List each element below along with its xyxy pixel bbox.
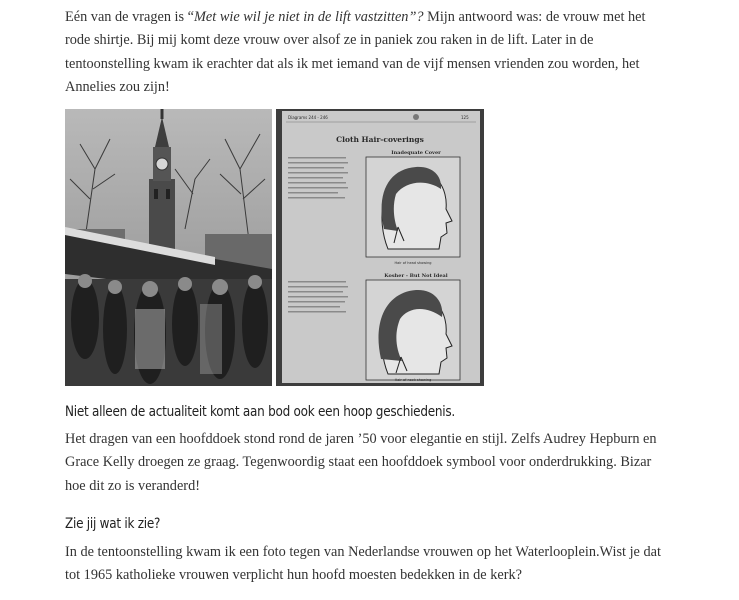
intro-text-start: Eén van de vragen is “	[65, 9, 195, 25]
panel2-label: Kosher - But Not Ideal	[384, 273, 448, 279]
book-header-left: Diagrams 244 - 246	[288, 115, 328, 120]
headscarf-paragraph: Het dragen van een hoofddoek stond rond de jaren ’50 voor elegantie en stijl. Zelfs Audrey Hepburn en Grace Kelly droegen ze graag. Tegenwoordig staat een hoofddoek symbool voor onderdrukking. Bizar hoe dit zo is veranderd!	[65, 431, 657, 494]
book-title: Cloth Hair-coverings	[336, 135, 424, 144]
book-page-photo	[276, 109, 484, 386]
image-gallery	[65, 109, 485, 386]
panel1-caption: Hair of head showing	[394, 261, 432, 265]
waterlooplein-paragraph: In de tentoonstelling kwam ik een foto tegen van Nederlandse vrouwen op het Waterlooplein.Wist je dat tot 1965 katholieke vrouwen verplicht hun hoofd moesten bedekken in de kerk?	[65, 544, 661, 584]
market-photo	[65, 109, 272, 386]
intro-quote: Met wie wil je niet in de lift vastzitten	[194, 9, 409, 25]
intro-paragraph	[65, 6, 665, 99]
intro-text-end: Mijn antwoord was: de vrouw met het rode shirtje. Bij mij komt deze vrouw over alsof ze in paniek zou raken in de lift. Later in de tentoonstelling kwam ik erachter dat als ik met iemand van de vijf mensen vrienden zou worden, het Annelies zou zijn!	[65, 9, 646, 95]
section-heading-history: Niet alleen de actualiteit komt aan bod ook een hoop geschiedenis.	[65, 404, 455, 420]
article	[65, 6, 665, 99]
section-heading-see: Zie jij wat ik zie?	[65, 516, 161, 532]
panel2-caption: Hair of neck showing	[394, 378, 432, 382]
panel1-label: Inadequate Cover	[391, 150, 441, 156]
book-header-right: 125	[461, 115, 469, 120]
intro-quote-end: ”?	[408, 9, 424, 25]
